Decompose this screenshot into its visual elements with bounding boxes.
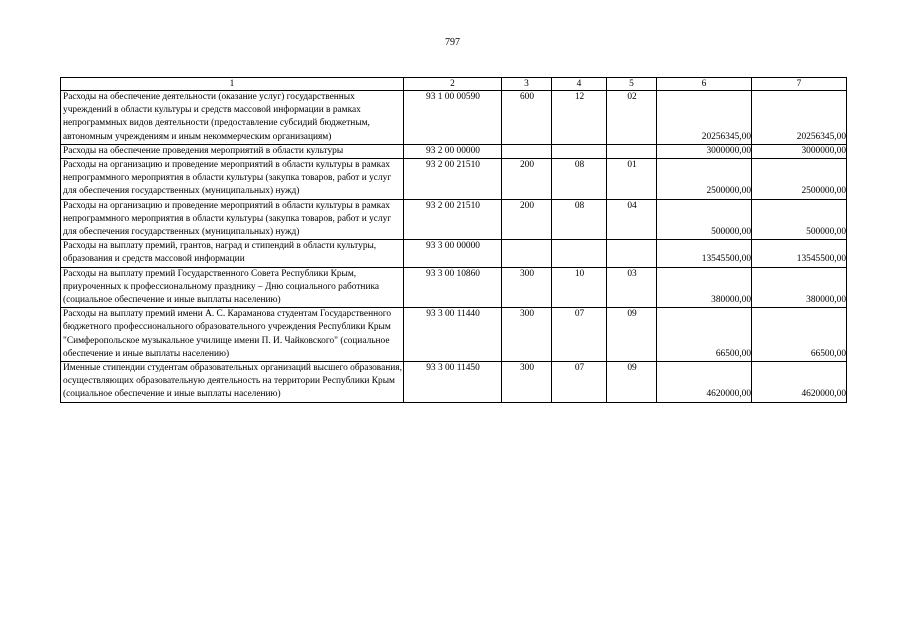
row-amount-1: 3000000,00: [657, 144, 752, 158]
table-row: [61, 308, 847, 362]
column-header: 7: [752, 78, 847, 91]
row-subsection: 01: [607, 159, 657, 200]
row-target-code: 93 3 00 00000: [404, 240, 502, 267]
table-row: [61, 144, 847, 158]
row-section: 08: [552, 199, 607, 240]
column-header: 2: [404, 78, 502, 91]
row-target-code: 93 2 00 00000: [404, 144, 502, 158]
row-section: [552, 240, 607, 267]
table-row: [61, 159, 847, 200]
table-row: [61, 199, 847, 240]
row-description: Расходы на выплату премий имени А. С. Караманова студентам Государственного бюджетного профессионального образовательного учреждения Республики Крым "Симферопольское музыкальное училище имени П. И. Чайковского" (социальное обеспечение и иные выплаты населению): [61, 308, 404, 362]
row-target-code: 93 2 00 21510: [404, 159, 502, 200]
row-subsection: [607, 240, 657, 267]
row-description: Расходы на выплату премий Государственного Совета Республики Крым, приуроченных к профессиональному празднику – Дню социального работника (социальное обеспечение и иные выплаты населению): [61, 267, 404, 308]
row-amount-2: 13545500,00: [752, 240, 847, 267]
row-section: 10: [552, 267, 607, 308]
row-subsection: 09: [607, 308, 657, 362]
row-amount-2: 3000000,00: [752, 144, 847, 158]
row-target-code: 93 3 00 11450: [404, 362, 502, 403]
table-header-row: [61, 78, 847, 91]
row-amount-1: 4620000,00: [657, 362, 752, 403]
row-amount-1: 13545500,00: [657, 240, 752, 267]
row-target-code: 93 3 00 10860: [404, 267, 502, 308]
row-description: Расходы на обеспечение проведения мероприятий в области культуры: [61, 144, 404, 158]
row-amount-2: 2500000,00: [752, 159, 847, 200]
row-subsection: 04: [607, 199, 657, 240]
row-description: Именные стипендии студентам образовательных организаций высшего образования, осуществляющих образовательную деятельность на территории Республики Крым (социальное обеспечение и иные выплаты населению): [61, 362, 404, 403]
table-row: [61, 362, 847, 403]
row-expense-type: 300: [502, 267, 552, 308]
row-target-code: 93 2 00 21510: [404, 199, 502, 240]
table-row: [61, 240, 847, 267]
row-amount-1: 2500000,00: [657, 159, 752, 200]
row-description: Расходы на выплату премий, грантов, наград и стипендий в области культуры, образования и средств массовой информации: [61, 240, 404, 267]
row-expense-type: 200: [502, 159, 552, 200]
row-subsection: [607, 144, 657, 158]
row-amount-2: 20256345,00: [752, 91, 847, 145]
row-expense-type: 300: [502, 308, 552, 362]
row-target-code: 93 3 00 11440: [404, 308, 502, 362]
column-header: 5: [607, 78, 657, 91]
row-expense-type: 600: [502, 91, 552, 145]
row-amount-2: 4620000,00: [752, 362, 847, 403]
row-description: Расходы на организацию и проведение мероприятий в области культуры в рамках непрограммного мероприятия в области культуры (закупка товаров, работ и услуг для обеспечения государственных (муниципальных) нужд): [61, 159, 404, 200]
row-expense-type: [502, 144, 552, 158]
row-amount-2: 66500,00: [752, 308, 847, 362]
table-body: [61, 78, 847, 403]
table-row: [61, 267, 847, 308]
row-expense-type: 200: [502, 199, 552, 240]
row-section: [552, 144, 607, 158]
row-amount-1: 66500,00: [657, 308, 752, 362]
row-amount-1: 20256345,00: [657, 91, 752, 145]
column-header: 6: [657, 78, 752, 91]
column-header: 3: [502, 78, 552, 91]
row-section: 07: [552, 362, 607, 403]
row-amount-1: 500000,00: [657, 199, 752, 240]
row-section: 07: [552, 308, 607, 362]
row-subsection: 03: [607, 267, 657, 308]
row-description: Расходы на обеспечение деятельности (оказание услуг) государственных учреждений в области культуры и средств массовой информации в рамках непрограммных видов деятельности (предоставление субсидий бюджетным, автономным учреждениям и иным некоммерческим организациям): [61, 91, 404, 145]
table-row: [61, 91, 847, 145]
row-amount-1: 380000,00: [657, 267, 752, 308]
row-target-code: 93 1 00 00590: [404, 91, 502, 145]
budget-table: [60, 77, 847, 403]
column-header: 1: [61, 78, 404, 91]
row-amount-2: 380000,00: [752, 267, 847, 308]
row-expense-type: 300: [502, 362, 552, 403]
row-expense-type: [502, 240, 552, 267]
page-number: 797: [445, 37, 460, 48]
column-header: 4: [552, 78, 607, 91]
row-section: 12: [552, 91, 607, 145]
row-description: Расходы на организацию и проведение мероприятий в области культуры в рамках непрограммного мероприятия в области культуры (закупка товаров, работ и услуг для обеспечения государственных (муниципальных) нужд): [61, 199, 404, 240]
row-amount-2: 500000,00: [752, 199, 847, 240]
row-subsection: 09: [607, 362, 657, 403]
row-section: 08: [552, 159, 607, 200]
row-subsection: 02: [607, 91, 657, 145]
